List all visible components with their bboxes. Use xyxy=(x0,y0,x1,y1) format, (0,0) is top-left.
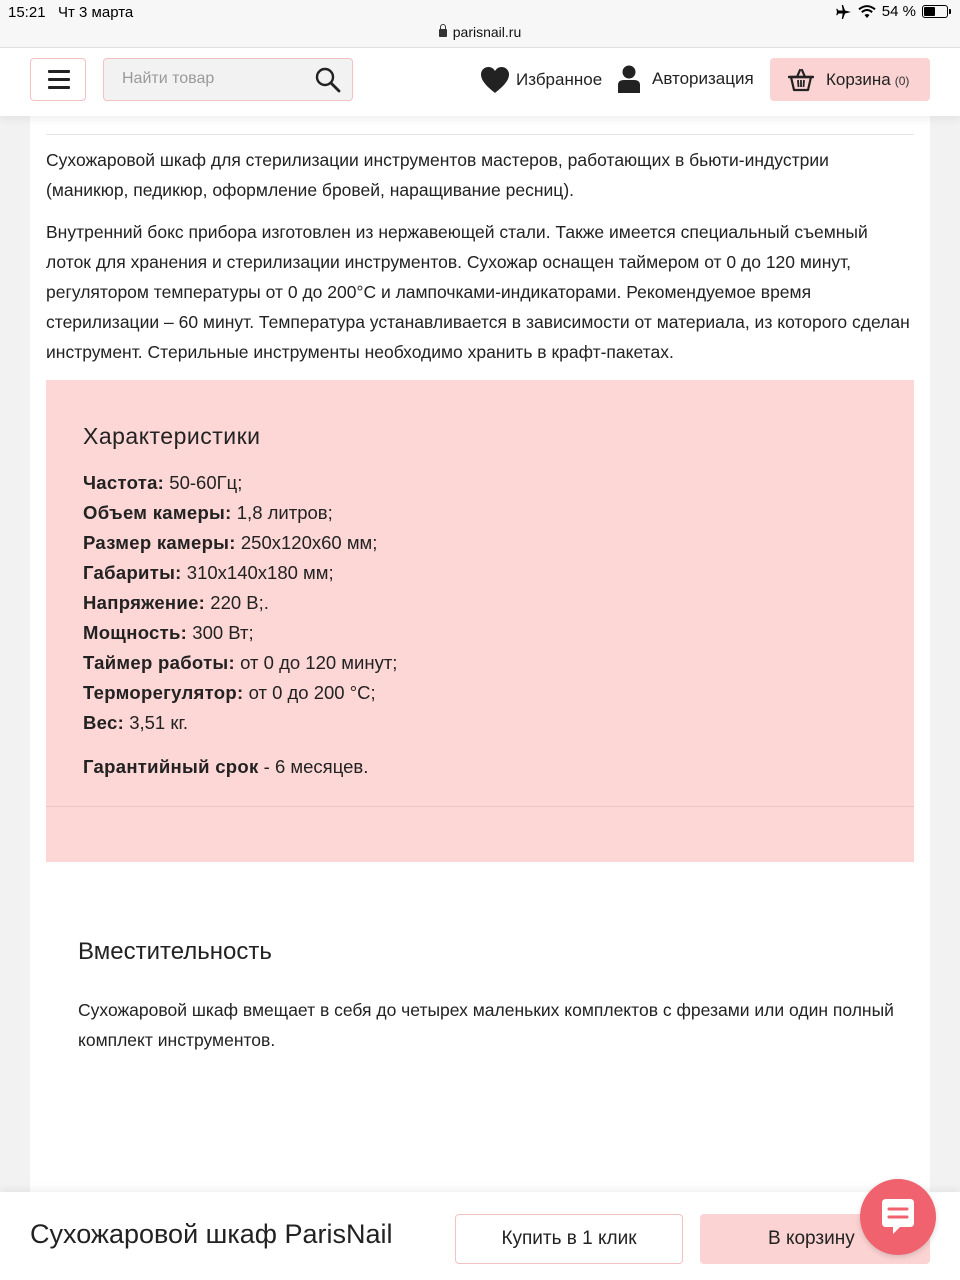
buy-one-click-button[interactable]: Купить в 1 клик xyxy=(455,1214,683,1264)
description-paragraph: Внутренний бокс прибора изготовлен из нержавеющей стали. Также имеется специальный съемный лоток для хранения и стерилизации инструментов. Сухожар оснащен таймером от 0 до 120 минут, регулятором температуры от 0 до 200°С и лампочками-индикаторами. Рекомендуемое время стерилизации – 60 минут. Температура устанавливается в зависимости от материала, из которого сделан инструмент. Стерильные инструменты необходимо хранить в крафт-пакетах. xyxy=(46,222,910,362)
intro-paragraph: Сухожаровой шкаф для стерилизации инструментов мастеров, работающих в бьюти-индустрии (маникюр, педикюр, оформление бровей, наращивание ресниц). xyxy=(46,150,829,200)
menu-button[interactable] xyxy=(30,58,86,101)
spec-item xyxy=(83,588,397,618)
hamburger-icon-bar xyxy=(48,86,70,89)
specs-divider xyxy=(46,806,914,807)
spec-label: Терморегулятор: xyxy=(83,682,244,703)
spec-item xyxy=(83,558,397,588)
search-input[interactable] xyxy=(104,59,304,99)
battery-level xyxy=(924,7,935,16)
battery-icon xyxy=(922,5,948,18)
basket-icon xyxy=(788,68,814,92)
heart-icon xyxy=(480,66,510,94)
spec-label: Частота: xyxy=(83,472,165,493)
spec-value: 3,51 кг. xyxy=(124,712,189,733)
search-icon[interactable] xyxy=(314,66,342,94)
spec-label: Габариты: xyxy=(83,562,182,583)
spec-value: от 0 до 200 °С; xyxy=(243,682,376,703)
spec-value: от 0 до 120 минут; xyxy=(235,652,398,673)
spec-item xyxy=(83,678,397,708)
specs-list xyxy=(83,468,397,738)
spec-value: 310х140х180 мм; xyxy=(181,562,334,583)
spec-value: 220 В;. xyxy=(205,592,269,613)
spec-item xyxy=(83,708,397,738)
spec-value: 1,8 литров; xyxy=(231,502,333,523)
wifi-icon xyxy=(858,5,876,19)
spec-label: Напряжение: xyxy=(83,592,206,613)
user-icon xyxy=(618,65,640,93)
add-to-cart-button[interactable]: В корзину xyxy=(700,1214,930,1264)
hamburger-icon-bar xyxy=(48,78,70,81)
product-description-card xyxy=(30,116,930,1196)
chat-icon xyxy=(860,1179,936,1255)
spec-label: Объем камеры: xyxy=(83,502,232,523)
spec-item xyxy=(83,498,397,528)
address-bar[interactable] xyxy=(0,24,960,48)
auth-label: Авторизация xyxy=(652,69,754,88)
airplane-icon xyxy=(836,4,852,20)
status-indicators xyxy=(836,3,948,20)
spec-label: Вес: xyxy=(83,712,125,733)
hamburger-icon xyxy=(48,70,70,73)
search-box xyxy=(103,58,353,101)
battery-percent: 54 % xyxy=(881,3,916,20)
specs-title: Характеристики xyxy=(83,423,261,449)
capacity-paragraph: Сухожаровой шкаф вмещает в себя до четырех маленьких комплектов с фрезами или один полный комплект инструментов. xyxy=(78,1000,894,1050)
cart-label-text: Корзина xyxy=(826,69,891,89)
cart-label xyxy=(826,70,909,90)
warranty-label: Гарантийный срок xyxy=(83,756,259,777)
spec-item xyxy=(83,468,397,498)
warranty-line xyxy=(83,752,368,782)
spec-item xyxy=(83,648,397,678)
favorites-link[interactable] xyxy=(480,66,602,94)
spec-label: Мощность: xyxy=(83,622,188,643)
site-header xyxy=(0,48,960,116)
url-text: parisnail.ru xyxy=(452,24,522,40)
sticky-purchase-bar xyxy=(0,1192,960,1280)
warranty-value: - 6 месяцев. xyxy=(258,756,369,777)
divider xyxy=(46,134,914,135)
capacity-title: Вместительность xyxy=(78,938,272,965)
spec-item xyxy=(83,618,397,648)
status-time: 15:21 xyxy=(8,4,46,21)
cart-button[interactable] xyxy=(770,58,930,101)
spec-value: 250х120х60 мм; xyxy=(235,532,378,553)
lock-icon xyxy=(439,29,447,37)
product-name: Сухожаровой шкаф ParisNail xyxy=(30,1219,393,1249)
spec-item xyxy=(83,528,397,558)
spec-value: 300 Вт; xyxy=(187,622,254,643)
status-bar xyxy=(0,0,960,24)
spec-label: Таймер работы: xyxy=(83,652,235,673)
spec-value: 50-60Гц; xyxy=(164,472,243,493)
favorites-label: Избранное xyxy=(516,70,603,89)
chat-button[interactable] xyxy=(860,1179,936,1255)
auth-link[interactable] xyxy=(618,65,754,93)
status-date: Чт 3 марта xyxy=(58,4,134,21)
specifications-block xyxy=(46,380,914,862)
spec-label: Размер камеры: xyxy=(83,532,236,553)
cart-count: (0) xyxy=(894,73,910,88)
